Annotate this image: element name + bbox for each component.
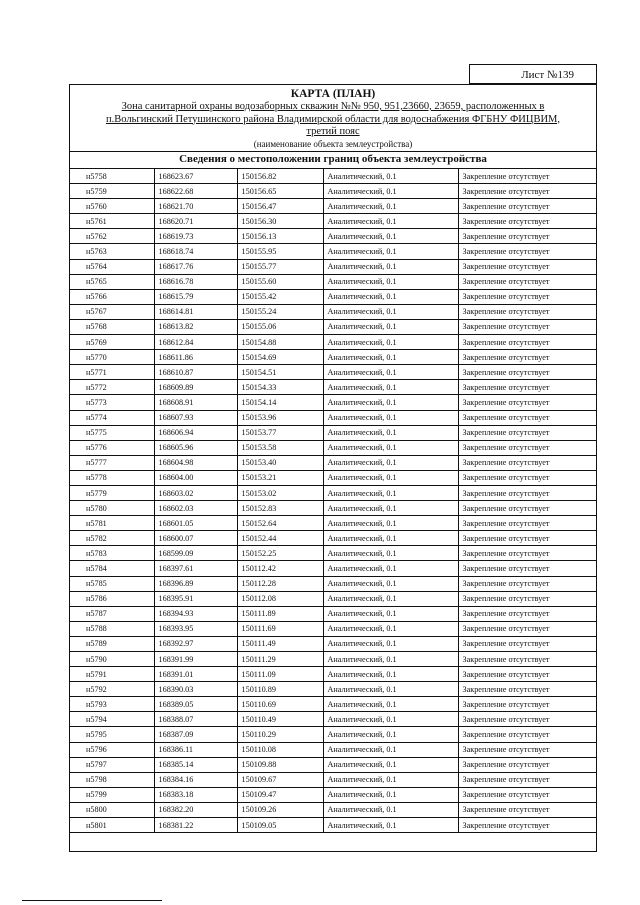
table-row (70, 425, 596, 440)
y-coordinate-cell: 150155.77 (237, 259, 323, 274)
point-id-cell: н5776 (70, 440, 154, 455)
point-id-cell: н5785 (70, 576, 154, 591)
fixation-cell: Закрепление отсутствует (458, 697, 596, 712)
fixation-cell: Закрепление отсутствует (458, 802, 596, 817)
table-row (70, 712, 596, 727)
x-coordinate-cell: 168613.82 (154, 319, 237, 334)
fixation-cell: Закрепление отсутствует (458, 455, 596, 470)
method-accuracy-cell: Аналитический, 0.1 (323, 470, 458, 485)
y-coordinate-cell: 150153.96 (237, 410, 323, 425)
fixation-cell: Закрепление отсутствует (458, 244, 596, 259)
point-id-cell: н5762 (70, 229, 154, 244)
x-coordinate-cell: 168608.91 (154, 395, 237, 410)
point-id-cell: н5800 (70, 802, 154, 817)
method-accuracy-cell: Аналитический, 0.1 (323, 229, 458, 244)
y-coordinate-cell: 150109.26 (237, 802, 323, 817)
point-id-cell: н5759 (70, 184, 154, 199)
method-accuracy-cell: Аналитический, 0.1 (323, 727, 458, 742)
method-accuracy-cell: Аналитический, 0.1 (323, 199, 458, 214)
x-coordinate-cell: 168391.01 (154, 667, 237, 682)
y-coordinate-cell: 150152.64 (237, 516, 323, 531)
fixation-cell: Закрепление отсутствует (458, 757, 596, 772)
point-id-cell: н5792 (70, 682, 154, 697)
point-id-cell: н5801 (70, 818, 154, 833)
method-accuracy-cell: Аналитический, 0.1 (323, 742, 458, 757)
method-accuracy-cell: Аналитический, 0.1 (323, 259, 458, 274)
x-coordinate-cell: 168384.16 (154, 772, 237, 787)
y-coordinate-cell: 150152.44 (237, 531, 323, 546)
y-coordinate-cell: 150153.40 (237, 455, 323, 470)
y-coordinate-cell: 150154.69 (237, 350, 323, 365)
point-id-cell: н5787 (70, 606, 154, 621)
fixation-cell: Закрепление отсутствует (458, 621, 596, 636)
point-id-cell: н5774 (70, 410, 154, 425)
fixation-cell: Закрепление отсутствует (458, 184, 596, 199)
point-id-cell: н5797 (70, 757, 154, 772)
point-id-cell: н5773 (70, 395, 154, 410)
table-row (70, 259, 596, 274)
subtitle-line-2: п.Вольгинский Петушинского района Владимирской области для водоснабжения ФГБНУ ФИЦВИМ, (106, 113, 560, 125)
x-coordinate-cell: 168601.05 (154, 516, 237, 531)
y-coordinate-cell: 150111.89 (237, 606, 323, 621)
x-coordinate-cell: 168386.11 (154, 742, 237, 757)
x-coordinate-cell: 168381.22 (154, 818, 237, 833)
fixation-cell: Закрепление отсутствует (458, 319, 596, 334)
method-accuracy-cell: Аналитический, 0.1 (323, 772, 458, 787)
point-id-cell: н5786 (70, 591, 154, 606)
table-row (70, 319, 596, 334)
coordinates-table (70, 169, 596, 833)
y-coordinate-cell: 150111.69 (237, 621, 323, 636)
point-id-cell: н5793 (70, 697, 154, 712)
document-header (70, 85, 596, 152)
method-accuracy-cell: Аналитический, 0.1 (323, 365, 458, 380)
y-coordinate-cell: 150111.49 (237, 636, 323, 651)
x-coordinate-cell: 168609.89 (154, 380, 237, 395)
y-coordinate-cell: 150155.42 (237, 289, 323, 304)
point-id-cell: н5760 (70, 199, 154, 214)
fixation-cell: Закрепление отсутствует (458, 395, 596, 410)
object-name-note: (наименование объекта землеустройства) (253, 138, 413, 149)
x-coordinate-cell: 168612.84 (154, 335, 237, 350)
x-coordinate-cell: 168387.09 (154, 727, 237, 742)
table-row (70, 591, 596, 606)
table-row (70, 380, 596, 395)
table-row (70, 757, 596, 772)
x-coordinate-cell: 168614.81 (154, 304, 237, 319)
y-coordinate-cell: 150154.14 (237, 395, 323, 410)
y-coordinate-cell: 150110.89 (237, 682, 323, 697)
point-id-cell: н5769 (70, 335, 154, 350)
fixation-cell: Закрепление отсутствует (458, 335, 596, 350)
fixation-cell: Закрепление отсутствует (458, 606, 596, 621)
fixation-cell: Закрепление отсутствует (458, 365, 596, 380)
x-coordinate-cell: 168607.93 (154, 410, 237, 425)
point-id-cell: н5788 (70, 621, 154, 636)
method-accuracy-cell: Аналитический, 0.1 (323, 591, 458, 606)
y-coordinate-cell: 150111.29 (237, 652, 323, 667)
method-accuracy-cell: Аналитический, 0.1 (323, 380, 458, 395)
fixation-cell: Закрепление отсутствует (458, 667, 596, 682)
fixation-cell: Закрепление отсутствует (458, 772, 596, 787)
method-accuracy-cell: Аналитический, 0.1 (323, 561, 458, 576)
method-accuracy-cell: Аналитический, 0.1 (323, 531, 458, 546)
table-row (70, 410, 596, 425)
x-coordinate-cell: 168395.91 (154, 591, 237, 606)
table-row (70, 621, 596, 636)
y-coordinate-cell: 150155.06 (237, 319, 323, 334)
x-coordinate-cell: 168382.20 (154, 802, 237, 817)
table-row (70, 350, 596, 365)
fixation-cell: Закрепление отсутствует (458, 425, 596, 440)
method-accuracy-cell: Аналитический, 0.1 (323, 440, 458, 455)
table-row (70, 606, 596, 621)
fixation-cell: Закрепление отсутствует (458, 214, 596, 229)
method-accuracy-cell: Аналитический, 0.1 (323, 335, 458, 350)
fixation-cell: Закрепление отсутствует (458, 229, 596, 244)
method-accuracy-cell: Аналитический, 0.1 (323, 621, 458, 636)
x-coordinate-cell: 168611.86 (154, 350, 237, 365)
fixation-cell: Закрепление отсутствует (458, 289, 596, 304)
point-id-cell: н5780 (70, 501, 154, 516)
table-row (70, 169, 596, 184)
point-id-cell: н5799 (70, 787, 154, 802)
fixation-cell: Закрепление отсутствует (458, 561, 596, 576)
method-accuracy-cell: Аналитический, 0.1 (323, 757, 458, 772)
subtitle-line-3: третий пояс (306, 126, 360, 137)
document-frame (69, 84, 597, 852)
point-id-cell: н5781 (70, 516, 154, 531)
point-id-cell: н5795 (70, 727, 154, 742)
y-coordinate-cell: 150111.09 (237, 667, 323, 682)
y-coordinate-cell: 150155.60 (237, 274, 323, 289)
point-id-cell: н5791 (70, 667, 154, 682)
table-row (70, 501, 596, 516)
method-accuracy-cell: Аналитический, 0.1 (323, 289, 458, 304)
table-row (70, 772, 596, 787)
x-coordinate-cell: 168620.71 (154, 214, 237, 229)
point-id-cell: н5794 (70, 712, 154, 727)
coordinates-table-body (70, 169, 596, 833)
fixation-cell: Закрепление отсутствует (458, 169, 596, 184)
method-accuracy-cell: Аналитический, 0.1 (323, 787, 458, 802)
y-coordinate-cell: 150109.88 (237, 757, 323, 772)
x-coordinate-cell: 168392.97 (154, 636, 237, 651)
y-coordinate-cell: 150153.77 (237, 425, 323, 440)
method-accuracy-cell: Аналитический, 0.1 (323, 697, 458, 712)
table-row (70, 289, 596, 304)
method-accuracy-cell: Аналитический, 0.1 (323, 425, 458, 440)
method-accuracy-cell: Аналитический, 0.1 (323, 667, 458, 682)
document-title: КАРТА (ПЛАН) (290, 88, 376, 100)
method-accuracy-cell: Аналитический, 0.1 (323, 244, 458, 259)
x-coordinate-cell: 168623.67 (154, 169, 237, 184)
table-row (70, 184, 596, 199)
fixation-cell: Закрепление отсутствует (458, 350, 596, 365)
table-row (70, 455, 596, 470)
point-id-cell: н5758 (70, 169, 154, 184)
subtitle-line-1: Зона санитарной охраны водозаборных скважин №№ 950, 951,23660, 23659, расположенных в (121, 101, 545, 112)
sheet-number: Лист №139 (469, 64, 597, 84)
y-coordinate-cell: 150110.69 (237, 697, 323, 712)
x-coordinate-cell: 168391.99 (154, 652, 237, 667)
fixation-cell: Закрепление отсутствует (458, 712, 596, 727)
x-coordinate-cell: 168603.02 (154, 485, 237, 500)
point-id-cell: н5764 (70, 259, 154, 274)
y-coordinate-cell: 150109.47 (237, 787, 323, 802)
table-row (70, 199, 596, 214)
point-id-cell: н5796 (70, 742, 154, 757)
method-accuracy-cell: Аналитический, 0.1 (323, 636, 458, 651)
table-row (70, 682, 596, 697)
fixation-cell: Закрепление отсутствует (458, 304, 596, 319)
y-coordinate-cell: 150153.02 (237, 485, 323, 500)
point-id-cell: н5784 (70, 561, 154, 576)
point-id-cell: н5778 (70, 470, 154, 485)
method-accuracy-cell: Аналитический, 0.1 (323, 485, 458, 500)
x-coordinate-cell: 168394.93 (154, 606, 237, 621)
y-coordinate-cell: 150110.49 (237, 712, 323, 727)
point-id-cell: н5790 (70, 652, 154, 667)
table-row (70, 742, 596, 757)
fixation-cell: Закрепление отсутствует (458, 410, 596, 425)
point-id-cell: н5772 (70, 380, 154, 395)
point-id-cell: н5775 (70, 425, 154, 440)
y-coordinate-cell: 150154.33 (237, 380, 323, 395)
y-coordinate-cell: 150155.95 (237, 244, 323, 259)
method-accuracy-cell: Аналитический, 0.1 (323, 455, 458, 470)
table-row (70, 470, 596, 485)
method-accuracy-cell: Аналитический, 0.1 (323, 184, 458, 199)
x-coordinate-cell: 168383.18 (154, 787, 237, 802)
table-row (70, 214, 596, 229)
point-id-cell: н5763 (70, 244, 154, 259)
x-coordinate-cell: 168390.03 (154, 682, 237, 697)
fixation-cell: Закрепление отсутствует (458, 531, 596, 546)
fixation-cell: Закрепление отсутствует (458, 636, 596, 651)
y-coordinate-cell: 150109.05 (237, 818, 323, 833)
fixation-cell: Закрепление отсутствует (458, 259, 596, 274)
table-row (70, 531, 596, 546)
fixation-cell: Закрепление отсутствует (458, 274, 596, 289)
table-row (70, 395, 596, 410)
x-coordinate-cell: 168619.73 (154, 229, 237, 244)
section-title: Сведения о местоположении границ объекта землеустройства (70, 151, 596, 169)
y-coordinate-cell: 150152.83 (237, 501, 323, 516)
x-coordinate-cell: 168606.94 (154, 425, 237, 440)
fixation-cell: Закрепление отсутствует (458, 591, 596, 606)
y-coordinate-cell: 150153.21 (237, 470, 323, 485)
method-accuracy-cell: Аналитический, 0.1 (323, 606, 458, 621)
x-coordinate-cell: 168385.14 (154, 757, 237, 772)
footer-rule (22, 900, 162, 901)
fixation-cell: Закрепление отсутствует (458, 470, 596, 485)
point-id-cell: н5777 (70, 455, 154, 470)
y-coordinate-cell: 150153.58 (237, 440, 323, 455)
fixation-cell: Закрепление отсутствует (458, 440, 596, 455)
method-accuracy-cell: Аналитический, 0.1 (323, 802, 458, 817)
method-accuracy-cell: Аналитический, 0.1 (323, 546, 458, 561)
x-coordinate-cell: 168616.78 (154, 274, 237, 289)
table-row (70, 652, 596, 667)
y-coordinate-cell: 150152.25 (237, 546, 323, 561)
x-coordinate-cell: 168604.98 (154, 455, 237, 470)
x-coordinate-cell: 168393.95 (154, 621, 237, 636)
x-coordinate-cell: 168610.87 (154, 365, 237, 380)
x-coordinate-cell: 168621.70 (154, 199, 237, 214)
fixation-cell: Закрепление отсутствует (458, 818, 596, 833)
y-coordinate-cell: 150156.30 (237, 214, 323, 229)
fixation-cell: Закрепление отсутствует (458, 546, 596, 561)
method-accuracy-cell: Аналитический, 0.1 (323, 350, 458, 365)
table-row (70, 636, 596, 651)
x-coordinate-cell: 168617.76 (154, 259, 237, 274)
x-coordinate-cell: 168622.68 (154, 184, 237, 199)
table-row (70, 818, 596, 833)
y-coordinate-cell: 150155.24 (237, 304, 323, 319)
point-id-cell: н5770 (70, 350, 154, 365)
table-row (70, 667, 596, 682)
method-accuracy-cell: Аналитический, 0.1 (323, 712, 458, 727)
method-accuracy-cell: Аналитический, 0.1 (323, 501, 458, 516)
table-row (70, 304, 596, 319)
table-row (70, 485, 596, 500)
point-id-cell: н5783 (70, 546, 154, 561)
table-row (70, 516, 596, 531)
method-accuracy-cell: Аналитический, 0.1 (323, 395, 458, 410)
table-row (70, 561, 596, 576)
y-coordinate-cell: 150109.67 (237, 772, 323, 787)
x-coordinate-cell: 168618.74 (154, 244, 237, 259)
point-id-cell: н5761 (70, 214, 154, 229)
point-id-cell: н5766 (70, 289, 154, 304)
method-accuracy-cell: Аналитический, 0.1 (323, 169, 458, 184)
method-accuracy-cell: Аналитический, 0.1 (323, 274, 458, 289)
x-coordinate-cell: 168389.05 (154, 697, 237, 712)
fixation-cell: Закрепление отсутствует (458, 727, 596, 742)
method-accuracy-cell: Аналитический, 0.1 (323, 576, 458, 591)
point-id-cell: н5798 (70, 772, 154, 787)
y-coordinate-cell: 150112.28 (237, 576, 323, 591)
fixation-cell: Закрепление отсутствует (458, 576, 596, 591)
method-accuracy-cell: Аналитический, 0.1 (323, 516, 458, 531)
x-coordinate-cell: 168604.00 (154, 470, 237, 485)
y-coordinate-cell: 150156.47 (237, 199, 323, 214)
fixation-cell: Закрепление отсутствует (458, 485, 596, 500)
point-id-cell: н5779 (70, 485, 154, 500)
table-row (70, 335, 596, 350)
method-accuracy-cell: Аналитический, 0.1 (323, 818, 458, 833)
fixation-cell: Закрепление отсутствует (458, 682, 596, 697)
y-coordinate-cell: 150156.65 (237, 184, 323, 199)
point-id-cell: н5768 (70, 319, 154, 334)
fixation-cell: Закрепление отсутствует (458, 199, 596, 214)
table-row (70, 787, 596, 802)
x-coordinate-cell: 168388.07 (154, 712, 237, 727)
fixation-cell: Закрепление отсутствует (458, 742, 596, 757)
table-row (70, 576, 596, 591)
table-row (70, 440, 596, 455)
table-row (70, 365, 596, 380)
table-row (70, 802, 596, 817)
x-coordinate-cell: 168600.07 (154, 531, 237, 546)
point-id-cell: н5767 (70, 304, 154, 319)
x-coordinate-cell: 168605.96 (154, 440, 237, 455)
point-id-cell: н5771 (70, 365, 154, 380)
table-row (70, 697, 596, 712)
y-coordinate-cell: 150154.51 (237, 365, 323, 380)
x-coordinate-cell: 168599.09 (154, 546, 237, 561)
method-accuracy-cell: Аналитический, 0.1 (323, 682, 458, 697)
method-accuracy-cell: Аналитический, 0.1 (323, 652, 458, 667)
x-coordinate-cell: 168396.89 (154, 576, 237, 591)
method-accuracy-cell: Аналитический, 0.1 (323, 214, 458, 229)
table-row (70, 727, 596, 742)
y-coordinate-cell: 150110.08 (237, 742, 323, 757)
x-coordinate-cell: 168615.79 (154, 289, 237, 304)
y-coordinate-cell: 150110.29 (237, 727, 323, 742)
table-row (70, 546, 596, 561)
fixation-cell: Закрепление отсутствует (458, 516, 596, 531)
table-row (70, 244, 596, 259)
fixation-cell: Закрепление отсутствует (458, 380, 596, 395)
fixation-cell: Закрепление отсутствует (458, 787, 596, 802)
x-coordinate-cell: 168602.03 (154, 501, 237, 516)
x-coordinate-cell: 168397.61 (154, 561, 237, 576)
fixation-cell: Закрепление отсутствует (458, 501, 596, 516)
method-accuracy-cell: Аналитический, 0.1 (323, 319, 458, 334)
y-coordinate-cell: 150154.88 (237, 335, 323, 350)
table-row (70, 274, 596, 289)
y-coordinate-cell: 150156.82 (237, 169, 323, 184)
point-id-cell: н5789 (70, 636, 154, 651)
point-id-cell: н5782 (70, 531, 154, 546)
y-coordinate-cell: 150156.13 (237, 229, 323, 244)
method-accuracy-cell: Аналитический, 0.1 (323, 304, 458, 319)
method-accuracy-cell: Аналитический, 0.1 (323, 410, 458, 425)
point-id-cell: н5765 (70, 274, 154, 289)
y-coordinate-cell: 150112.42 (237, 561, 323, 576)
y-coordinate-cell: 150112.08 (237, 591, 323, 606)
table-row (70, 229, 596, 244)
fixation-cell: Закрепление отсутствует (458, 652, 596, 667)
